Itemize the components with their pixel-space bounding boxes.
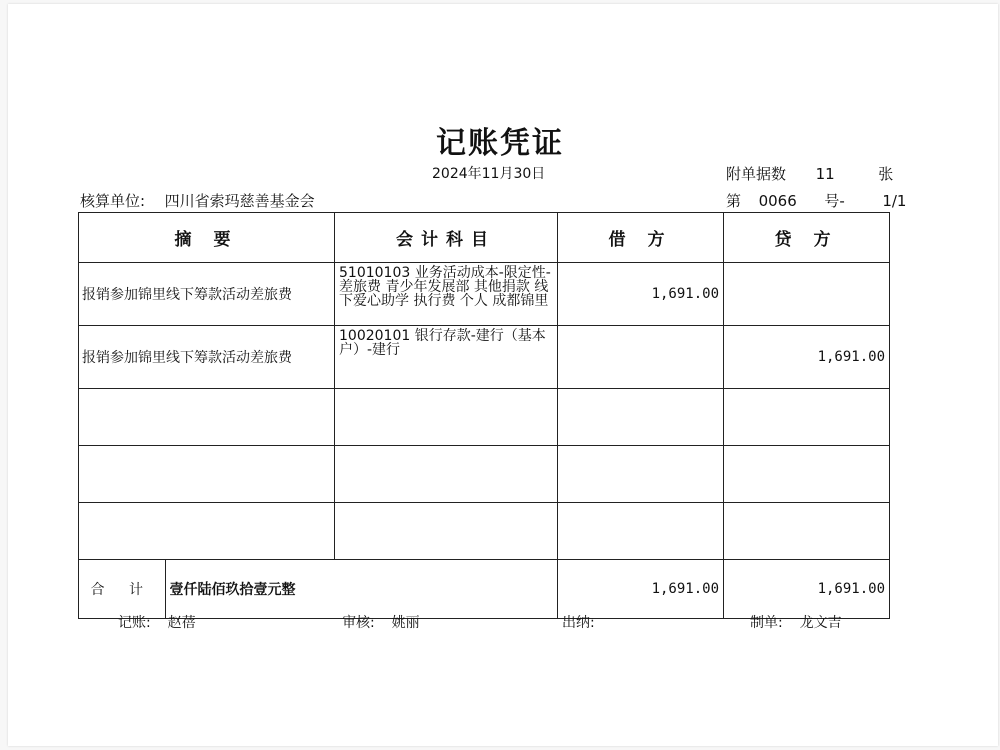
total-credit: 1,691.00 (724, 560, 890, 619)
total-debit: 1,691.00 (558, 560, 724, 619)
bookkeeper-name: 赵蓓 (167, 615, 196, 631)
voucher-date: 2024年11月30日 (432, 166, 546, 182)
total-inner (79, 560, 557, 618)
accounting-unit-name: 四川省索玛慈善基金会 (164, 192, 315, 210)
empty-row (79, 446, 890, 503)
column-summary: 摘 要 (79, 213, 335, 263)
preparer-sign (750, 612, 842, 632)
entry-subject: 10020101 银行存款-建行（基本户）-建行 (335, 326, 558, 389)
reviewer-label: 审核: (342, 615, 375, 631)
voucher-suffix: 号- (824, 192, 845, 210)
column-subject: 会计科目 (335, 213, 558, 263)
entry-subject: 51010103 业务活动成本-限定性-差旅费 青少年发展部 其他捐款 线下爱心助学 执行费 个人 成都锦里 (335, 263, 558, 326)
entry-credit: 1,691.00 (724, 326, 890, 389)
empty-row (79, 389, 890, 446)
voucher-prefix: 第 (726, 192, 742, 210)
reviewer-sign (342, 612, 420, 632)
table-row (79, 263, 890, 326)
accounting-unit (80, 190, 315, 211)
voucher-table (78, 212, 890, 619)
column-credit: 贷 方 (724, 213, 890, 263)
bookkeeper-label: 记账: (118, 615, 151, 631)
attachment-info (726, 163, 893, 184)
attachment-label: 附单据数 (726, 165, 787, 183)
entry-debit (558, 326, 724, 389)
cashier-sign (562, 612, 595, 632)
document-title: 记账凭证 (436, 126, 564, 161)
voucher-no: 0066 (758, 192, 797, 210)
bookkeeper-sign (118, 612, 196, 632)
column-debit: 借 方 (558, 213, 724, 263)
reviewer-name: 姚丽 (391, 615, 420, 631)
entry-summary: 报销参加锦里线下筹款活动差旅费 (79, 326, 335, 389)
entry-summary: 报销参加锦里线下筹款活动差旅费 (79, 263, 335, 326)
voucher-page: 1/1 (882, 192, 907, 210)
attachment-unit: 张 (878, 165, 894, 183)
preparer-label: 制单: (750, 615, 783, 631)
entry-debit: 1,691.00 (558, 263, 724, 326)
voucher-number (726, 190, 906, 211)
table-row (79, 326, 890, 389)
table-header (79, 213, 890, 263)
accounting-unit-label: 核算单位: (80, 192, 146, 210)
entry-credit (724, 263, 890, 326)
cashier-label: 出纳: (562, 615, 595, 631)
attachment-count: 11 (815, 165, 835, 183)
total-row (79, 560, 890, 619)
total-label: 合 计 (79, 560, 165, 618)
total-amount-words: 壹仟陆佰玖拾壹元整 (169, 582, 296, 598)
empty-row (79, 503, 890, 560)
preparer-name: 龙文吉 (799, 615, 842, 631)
